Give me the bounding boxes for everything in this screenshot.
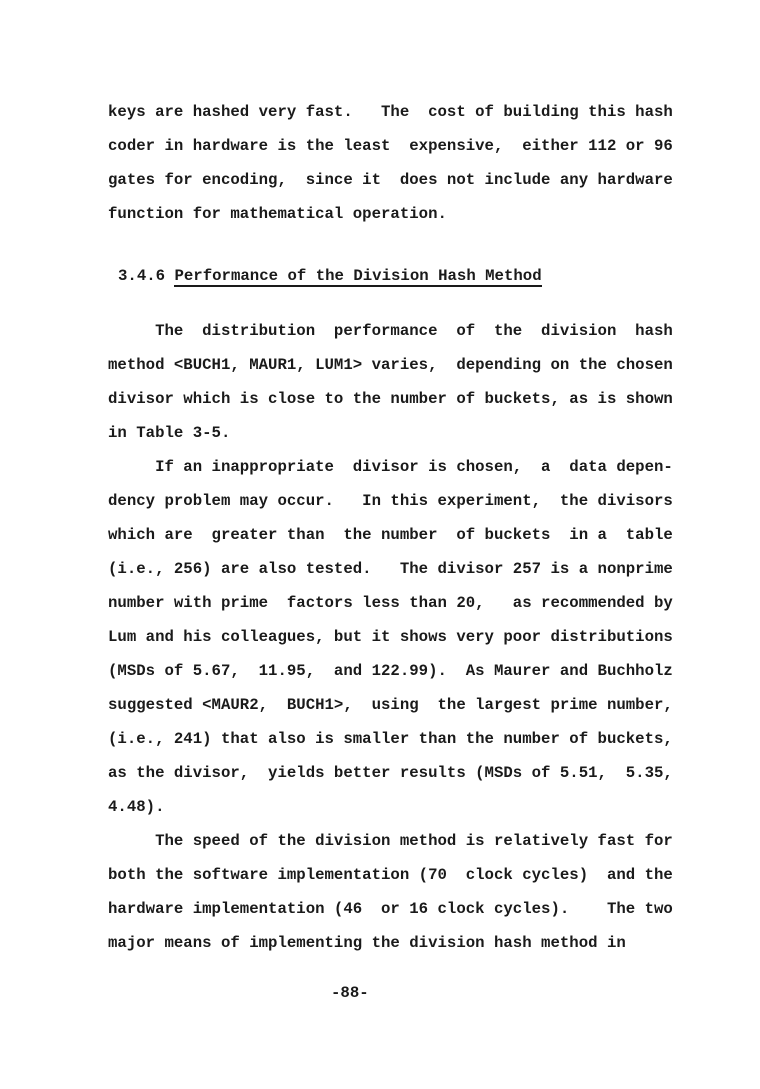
text-line: which are greater than the number of buckets in a table	[108, 526, 673, 544]
paragraph-hash-coder-cost	[108, 95, 708, 231]
text-line: in Table 3-5.	[108, 424, 231, 442]
text-line: method <BUCH1, MAUR1, LUM1> varies, depending on the chosen	[108, 356, 673, 374]
text-line: (i.e., 241) that also is smaller than the number of buckets,	[108, 730, 673, 748]
section-heading-3-4-6	[118, 259, 708, 293]
text-line: both the software implementation (70 clock cycles) and the	[108, 866, 673, 884]
text-line: function for mathematical operation.	[108, 205, 447, 223]
page-number: -88-	[331, 984, 369, 1002]
text-line: (i.e., 256) are also tested. The divisor 257 is a nonprime	[108, 560, 673, 578]
page-footer	[108, 976, 708, 1010]
text-line: The distribution performance of the division hash	[108, 322, 673, 340]
text-line: gates for encoding, since it does not include any hardware	[108, 171, 673, 189]
text-line: divisor which is close to the number of buckets, as is shown	[108, 390, 673, 408]
text-line: suggested <MAUR2, BUCH1>, using the largest prime number,	[108, 696, 673, 714]
text-line: dency problem may occur. In this experiment, the divisors	[108, 492, 673, 510]
text-line: major means of implementing the division hash method in	[108, 934, 626, 952]
text-line: number with prime factors less than 20, as recommended by	[108, 594, 673, 612]
text-line: coder in hardware is the least expensive, either 112 or 96	[108, 137, 673, 155]
paragraph-divisor-experiment	[108, 450, 708, 824]
paragraph-distribution-performance	[108, 314, 708, 450]
section-title: Performance of the Division Hash Method	[174, 267, 542, 285]
section-number: 3.4.6	[118, 267, 175, 285]
text-line: 4.48).	[108, 798, 165, 816]
text-line: keys are hashed very fast. The cost of building this hash	[108, 103, 673, 121]
text-line: Lum and his colleagues, but it shows very poor distributions	[108, 628, 673, 646]
text-line: hardware implementation (46 or 16 clock cycles). The two	[108, 900, 673, 918]
text-column	[108, 0, 708, 1010]
text-line: as the divisor, yields better results (MSDs of 5.51, 5.35,	[108, 764, 673, 782]
text-line: If an inappropriate divisor is chosen, a data depen-	[108, 458, 673, 476]
text-line: (MSDs of 5.67, 11.95, and 122.99). As Maurer and Buchholz	[108, 662, 673, 680]
paragraph-division-speed	[108, 824, 708, 960]
text-line: The speed of the division method is relatively fast for	[108, 832, 673, 850]
